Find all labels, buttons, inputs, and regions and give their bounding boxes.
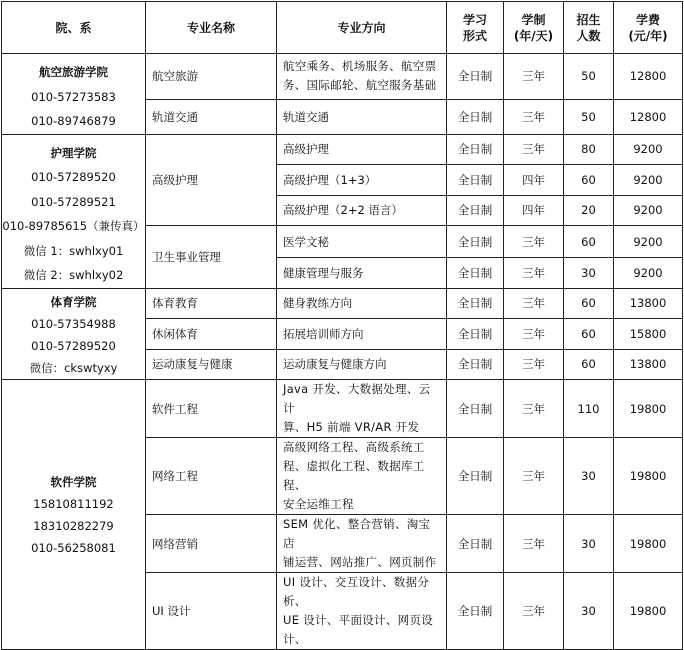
major-direction: 健康管理与服务 [277, 258, 447, 289]
duration: 三年 [504, 349, 564, 380]
major-name: 航空旅游 [146, 54, 277, 100]
major-name: 轨道交通 [146, 99, 277, 134]
study-form: 全日制 [447, 515, 504, 573]
tuition-fee: 19800 [614, 438, 683, 515]
header-direction: 专业方向 [277, 2, 447, 54]
table-row [2, 54, 683, 100]
tuition-fee: 9200 [614, 195, 683, 226]
table-row [2, 380, 683, 438]
major-direction: 运动康复与健康方向 [277, 349, 447, 380]
duration: 三年 [504, 438, 564, 515]
duration: 三年 [504, 134, 564, 165]
study-form: 全日制 [447, 165, 504, 196]
major-direction: 健身教练方向 [277, 288, 447, 319]
header-study-form: 学习 形式 [447, 2, 504, 54]
enrollment-count: 20 [564, 195, 614, 226]
study-form: 全日制 [447, 134, 504, 165]
study-form: 全日制 [447, 99, 504, 134]
study-form: 全日制 [447, 258, 504, 289]
enrollment-count: 50 [564, 54, 614, 100]
major-direction: 高级护理（1+3） [277, 165, 447, 196]
header-row [2, 2, 683, 54]
major-direction: 医学文秘 [277, 226, 447, 258]
duration: 三年 [504, 258, 564, 289]
tuition-fee: 9200 [614, 165, 683, 196]
study-form: 全日制 [447, 226, 504, 258]
enrollment-table [1, 1, 683, 650]
major-direction: 航空乘务、机场服务、航空票 务、国际邮轮、航空服务基础 [277, 54, 447, 100]
study-form: 全日制 [447, 349, 504, 380]
study-form: 全日制 [447, 54, 504, 100]
duration: 三年 [504, 54, 564, 100]
header-enrollment: 招生 人数 [564, 2, 614, 54]
study-form: 全日制 [447, 438, 504, 515]
tuition-fee: 19800 [614, 515, 683, 573]
major-name: 休闲体育 [146, 319, 277, 350]
enrollment-count: 30 [564, 573, 614, 650]
tuition-fee: 13800 [614, 349, 683, 380]
table-row [2, 288, 683, 319]
enrollment-count: 60 [564, 165, 614, 196]
tuition-fee: 9200 [614, 134, 683, 165]
tuition-fee: 19800 [614, 380, 683, 438]
major-direction: UI 设计、交互设计、数据分析、 UE 设计、平面设计、网页设计、 [277, 573, 447, 650]
major-name: 高级护理 [146, 134, 277, 226]
enrollment-count: 60 [564, 349, 614, 380]
duration: 三年 [504, 99, 564, 134]
duration: 四年 [504, 195, 564, 226]
enrollment-count: 30 [564, 515, 614, 573]
major-direction: Java 开发、大数据处理、云计 算、H5 前端 VR/AR 开发 [277, 380, 447, 438]
tuition-fee: 12800 [614, 54, 683, 100]
major-direction: 高级护理 [277, 134, 447, 165]
college-software: 软件学院 15810811192 18310282279 010-56258081 [2, 380, 146, 650]
duration: 三年 [504, 319, 564, 350]
tuition-fee: 13800 [614, 288, 683, 319]
major-name: 卫生事业管理 [146, 226, 277, 289]
major-direction: 拓展培训师方向 [277, 319, 447, 350]
tuition-fee: 19800 [614, 573, 683, 650]
tuition-fee: 12800 [614, 99, 683, 134]
major-direction: 轨道交通 [277, 99, 447, 134]
enrollment-count: 50 [564, 99, 614, 134]
enrollment-count: 110 [564, 380, 614, 438]
enrollment-count: 30 [564, 258, 614, 289]
major-direction: SEM 优化、整合营销、淘宝店 铺运营、网站推广、网页制作 [277, 515, 447, 573]
enrollment-count: 60 [564, 226, 614, 258]
header-tuition: 学费 (元/年) [614, 2, 683, 54]
duration: 三年 [504, 573, 564, 650]
duration: 三年 [504, 515, 564, 573]
enrollment-count: 30 [564, 438, 614, 515]
enrollment-count: 60 [564, 319, 614, 350]
header-duration: 学制 (年/天) [504, 2, 564, 54]
tuition-fee: 9200 [614, 258, 683, 289]
duration: 三年 [504, 288, 564, 319]
study-form: 全日制 [447, 380, 504, 438]
major-name: 软件工程 [146, 380, 277, 438]
duration: 三年 [504, 226, 564, 258]
header-college: 院、系 [2, 2, 146, 54]
table-row [2, 134, 683, 165]
major-direction: 高级护理（2+2 语言） [277, 195, 447, 226]
enrollment-count: 60 [564, 288, 614, 319]
major-name: UI 设计 [146, 573, 277, 650]
major-name: 网络营销 [146, 515, 277, 573]
study-form: 全日制 [447, 573, 504, 650]
header-major: 专业名称 [146, 2, 277, 54]
tuition-fee: 15800 [614, 319, 683, 350]
duration: 四年 [504, 165, 564, 196]
study-form: 全日制 [447, 195, 504, 226]
major-direction: 高级网络工程、高级系统工 程、虚拟化工程、数据库工程、 安全运维工程 [277, 438, 447, 515]
tuition-fee: 9200 [614, 226, 683, 258]
study-form: 全日制 [447, 288, 504, 319]
enrollment-count: 80 [564, 134, 614, 165]
duration: 三年 [504, 380, 564, 438]
college-nursing: 护理学院 010-57289520 010-57289521 010-89785615（兼传真） 微信 1：swhlxy01 微信 2：swhlxy02 [2, 134, 146, 288]
major-name: 运动康复与健康 [146, 349, 277, 380]
college-sports: 体育学院 010-57354988 010-57289520 微信：ckswtyxy [2, 288, 146, 380]
college-aviation-tourism: 航空旅游学院 010-57273583 010-89746879 [2, 54, 146, 135]
study-form: 全日制 [447, 319, 504, 350]
major-name: 网络工程 [146, 438, 277, 515]
major-name: 体育教育 [146, 288, 277, 319]
